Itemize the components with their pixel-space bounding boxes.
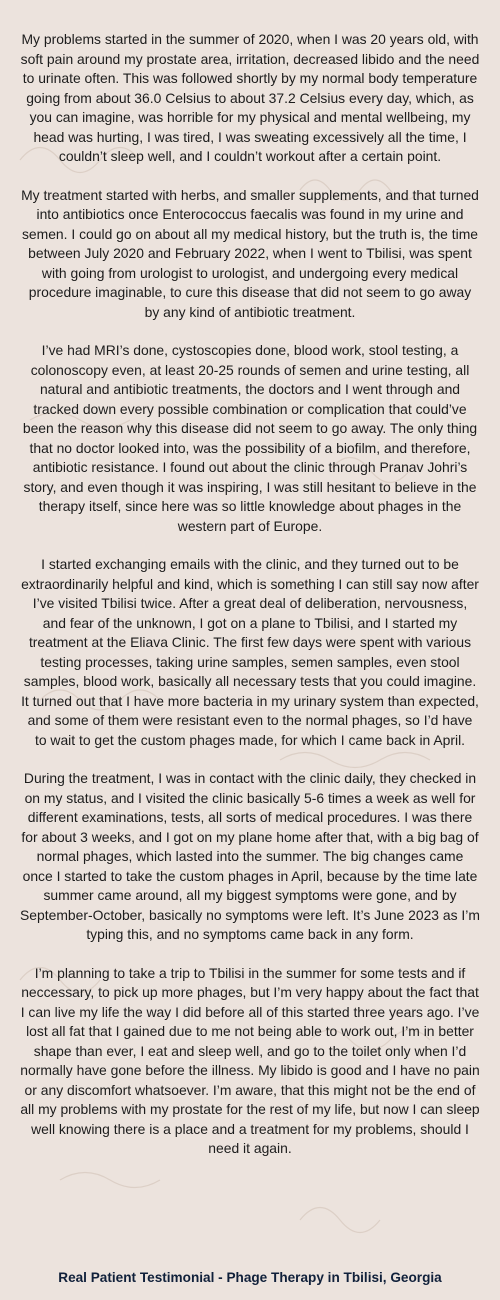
testimonial-paragraph-3: I’ve had MRI’s done, cystoscopies done, blood work, stool testing, a colonoscopy even, at least 20-25 rounds of semen and urine testing, all natural and antibiotic treatments, the doctors and I went through and tracked down every possible combination or complication that could’ve been the reason why this disease did not seem to go away. The only thing that no doctor looked into, was the possibility of a biofilm, and therefore, antibiotic resistance. I found out about the clinic through Pranav Johri’s story, and even though it was inspiring, I was still hesitant to believe in the therapy itself, since here was so little knowledge about phages in the western part of Europe.: [22, 342, 478, 534]
testimonial-paragraph-6: I’m planning to take a trip to Tbilisi in the summer for some tests and if neccessary, to pick up more phages, but I’m very happy about the fact that I can live my life the way I did before all of this started three years ago. I’ve lost all fat that I gained due to me not being able to work out, I’m in better shape than ever, I eat and sleep well, and go to the toilet only when I’d normally have gone before the illness. My libido is good and I have no pain or any discomfort whatsoever. I’m aware, that this might not be the end of all my problems with my prostate for the rest of my life, but now I can sleep well knowing there is a place and a treatment for my problems, should I need it again.: [20, 964, 480, 1156]
testimonial-paragraph-2: My treatment started with herbs, and smaller supplements, and that turned into antibiotics once Enterococcus faecalis was found in my urine and semen. I could go on about all my medical history, but the truth is, the time between July 2020 and February 2022, when I went to Tbilisi, was spent with going from urologist to urologist, and undergoing every medical procedure imaginable, to cure this disease that did not seem to go away by any kind of antibiotic treatment.: [21, 186, 479, 320]
testimonial-footer-caption: Real Patient Testimonial - Phage Therapy in Tbilisi, Georgia: [58, 1270, 442, 1285]
testimonial-paragraph-4: I started exchanging emails with the clinic, and they turned out to be extraordinarily helpful and kind, which is something I can still say now after I’ve visited Tbilisi twice. After a great deal of deliberation, nervousness, and fear of the unknown, I got on a plane to Tbilisi, and I started my treatment at the Eliava Clinic. The first few days were spent with various testing processes, taking urine samples, semen samples, even stool samples, blood work, basically all necessary tests that you could imagine. It turned out that I have more bacteria in my urinary system than expected, and some of them were resistant even to the normal phages, so I’d have to wait to get the custom phages made, for which I came back in April.: [21, 556, 479, 748]
testimonial-paragraph-5: During the treatment, I was in contact with the clinic daily, they checked in on my status, and I visited the clinic basically 5-6 times a week as well for different examinations, tests, all sorts of medical procedures. I was there for about 3 weeks, and I got on my plane home after that, with a big bag of normal phages, which lasted into the summer. The big changes came once I started to take the custom phages in April, because by the time late summer came around, all my biggest symptoms were gone, and by September-October, basically no symptoms were left. It’s June 2023 as I’m typing this, and no symptoms came back in any form.: [20, 770, 480, 942]
testimonial-paragraph-1: My problems started in the summer of 2020, when I was 20 years old, with soft pain around my prostate area, irritation, decreased libido and the need to urinate often. This was followed shortly by my normal body temperature going from about 36.0 Celsius to about 37.2 Celsius every day, which, as you can imagine, was horrible for my physical and mental wellbeing, my head was hurting, I was tired, I was sweating excessively all the time, I couldn’t sleep well, and I couldn’t workout after a certain point.: [20, 31, 480, 164]
